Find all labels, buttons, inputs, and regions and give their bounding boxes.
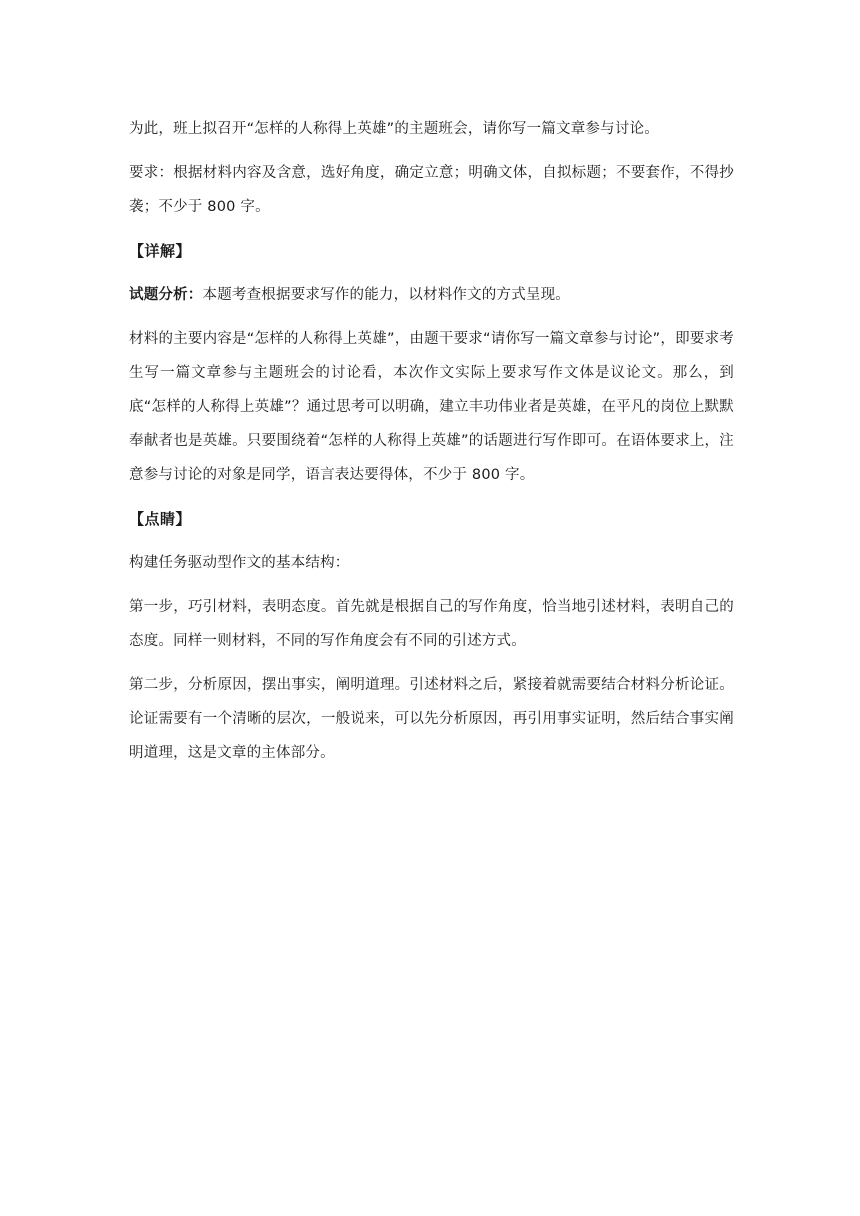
analysis-text: 本题考查根据要求写作的能力，以材料作文的方式呈现。 bbox=[202, 287, 570, 303]
heading-highlight: 【点睛】 bbox=[129, 510, 192, 528]
paragraph-material-content: 材料的主要内容是“怎样的人称得上英雄”，由题干要求“请你写一篇文章参与讨论”，即要求考生写一篇文章参与主题班会的讨论看，本次作文实际上要求写作文体是议论文。那么，到底“怎样的人称得上英雄”？通过思考可以明确，建立丰功伟业者是英雄，在平凡的岗位上默默奉献者也是英雄。只要围绕着“怎样的人称得上英雄”的话题进行写作即可。在语体要求上，注意参与讨论的对象是同学，语言表达要得体，不少于 800 字。 bbox=[129, 331, 734, 483]
analysis-label: 试题分析： bbox=[129, 287, 203, 303]
paragraph-step-one: 第一步，巧引材料，表明态度。首先就是根据自己的写作角度，恰当地引述材料，表明自己的态度。同样一则材料，不同的写作角度会有不同的引述方式。 bbox=[129, 599, 734, 649]
heading-detail: 【详解】 bbox=[129, 242, 192, 260]
document-body bbox=[129, 112, 734, 780]
paragraph-class-meeting: 为此，班上拟召开“怎样的人称得上英雄”的主题班会，请你写一篇文章参与讨论。 bbox=[129, 121, 659, 137]
paragraph-structure-intro: 构建任务驱动型作文的基本结构： bbox=[129, 555, 350, 571]
paragraph-requirements: 要求：根据材料内容及含意，选好角度，确定立意；明确文体，自拟标题；不要套作，不得抄袭；不少于 800 字。 bbox=[129, 165, 734, 215]
paragraph-analysis bbox=[129, 278, 734, 312]
paragraph-step-two: 第二步，分析原因，摆出事实，阐明道理。引述材料之后，紧接着就需要结合材料分析论证。论证需要有一个清晰的层次，一般说来，可以先分析原因，再引用事实证明，然后结合事实阐明道理，这是文章的主体部分。 bbox=[129, 677, 734, 761]
